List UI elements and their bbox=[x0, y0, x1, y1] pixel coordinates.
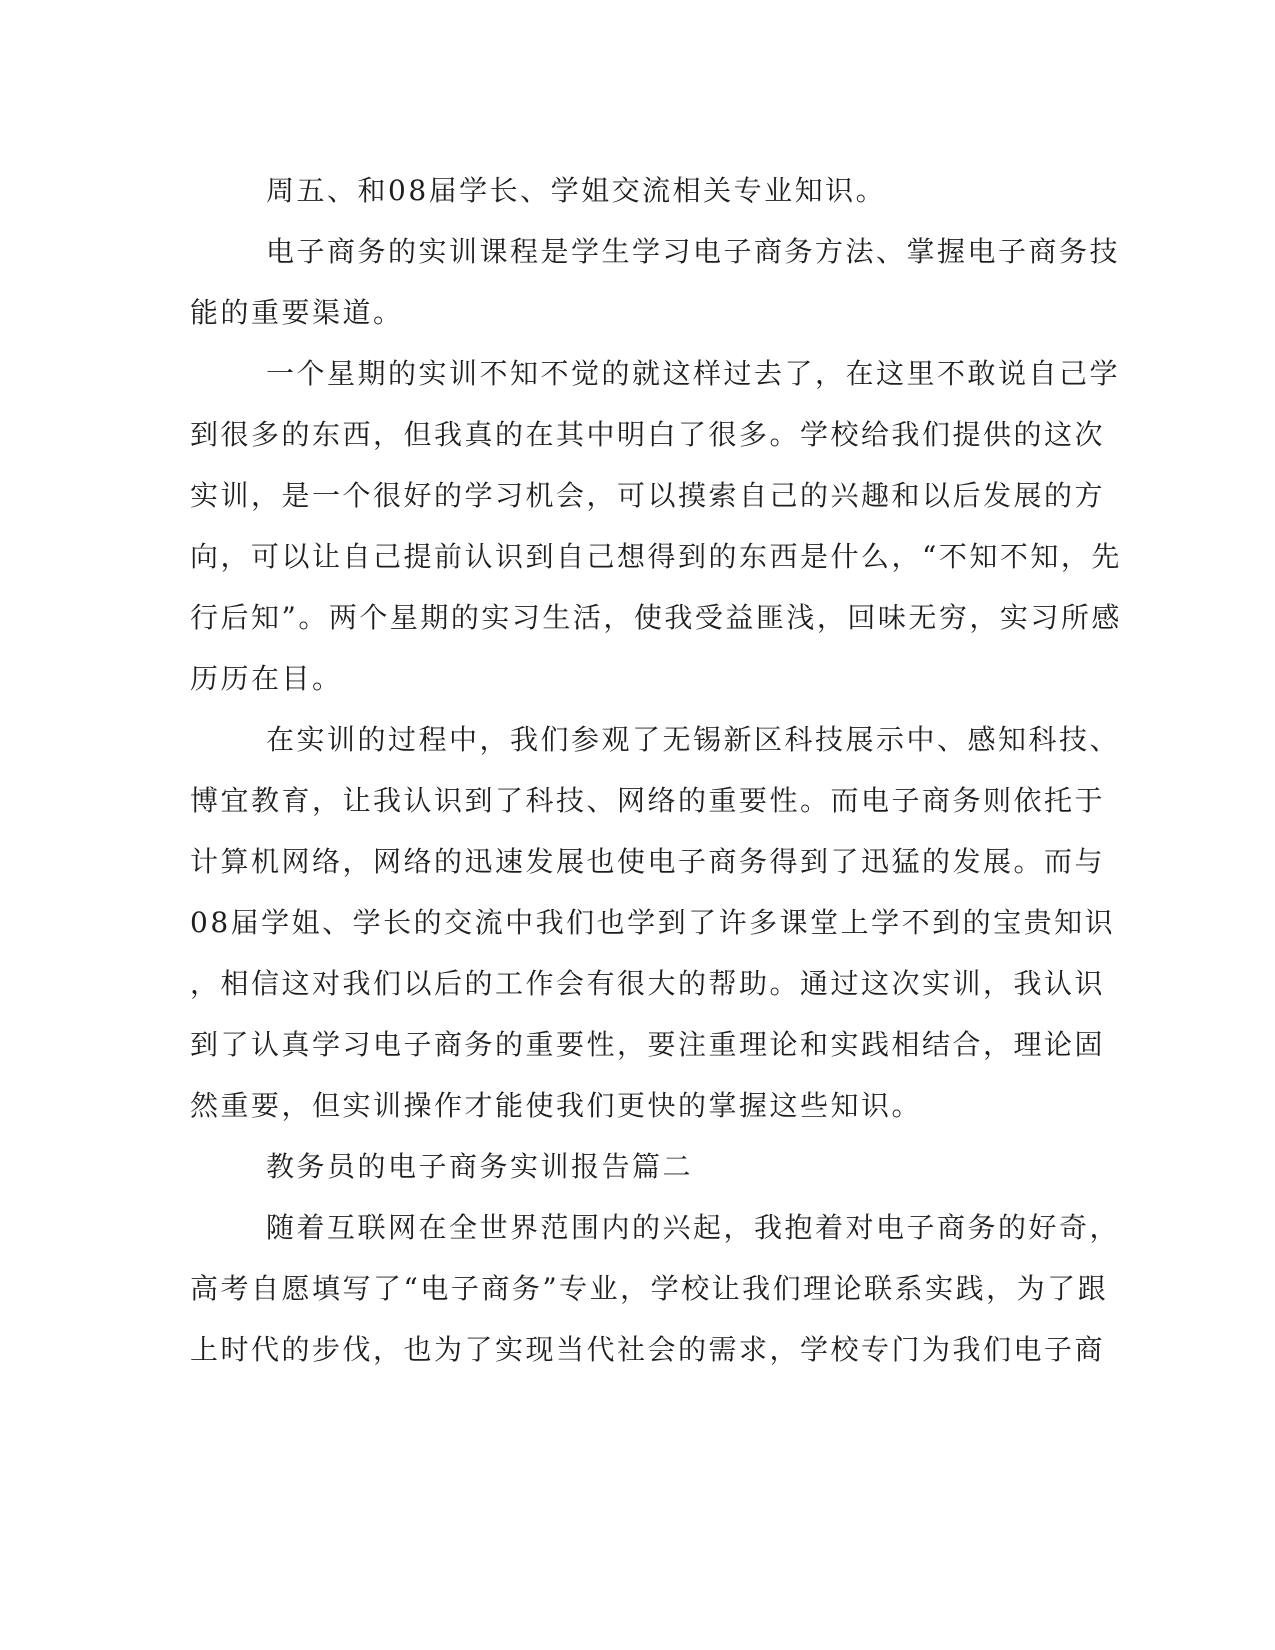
paragraph-friday-exchange bbox=[190, 160, 1090, 221]
text-line: 能的重要渠道。 bbox=[190, 296, 404, 329]
text-line: ，相信这对我们以后的工作会有很大的帮助。通过这次实训，我认识 bbox=[190, 967, 1106, 1000]
text-line: 博宜教育，让我认识到了科技、网络的重要性。而电子商务则依托于 bbox=[190, 784, 1106, 817]
text-line: 实训，是一个很好的学习机会，可以摸索自己的兴趣和以后发展的方 bbox=[190, 479, 1106, 512]
text-line: 上时代的步伐，也为了实现当代社会的需求，学校专门为我们电子商 bbox=[190, 1333, 1106, 1366]
text-line: 到很多的东西，但我真的在其中明白了很多。学校给我们提供的这次 bbox=[190, 418, 1106, 451]
text-line: 高考自愿填写了“电子商务”专业，学校让我们理论联系实践，为了跟 bbox=[190, 1272, 1109, 1305]
paragraph-one-week bbox=[190, 343, 1122, 709]
text-line: 在实训的过程中，我们参观了无锡新区科技展示中、感知科技、 bbox=[266, 723, 1121, 756]
text-line: 然重要，但实训操作才能使我们更快的掌握这些知识。 bbox=[190, 1089, 923, 1122]
paragraph-course-intro bbox=[190, 221, 1121, 343]
section-heading bbox=[190, 1136, 1090, 1197]
text-line: 一个星期的实训不知不觉的就这样过去了，在这里不敢说自己学 bbox=[266, 357, 1121, 390]
text-line: 历历在目。 bbox=[190, 662, 343, 695]
document-page bbox=[190, 160, 1122, 1380]
text-line: 向，可以让自己提前认识到自己想得到的东西是什么，“不知不知，先 bbox=[190, 540, 1122, 573]
text-line: 周五、和08届学长、学姐交流相关专业知识。 bbox=[266, 174, 887, 207]
text-line: 08届学姐、学长的交流中我们也学到了许多课堂上学不到的宝贵知识 bbox=[190, 906, 1116, 939]
paragraph-training-process bbox=[190, 709, 1121, 1136]
text-line: 计算机网络，网络的迅速发展也使电子商务得到了迅猛的发展。而与 bbox=[190, 845, 1106, 878]
text-line: 到了认真学习电子商务的重要性，要注重理论和实践相结合，理论固 bbox=[190, 1028, 1106, 1061]
text-line: 随着互联网在全世界范围内的兴起，我抱着对电子商务的好奇， bbox=[266, 1211, 1121, 1244]
text-line: 行后知”。两个星期的实习生活，使我受益匪浅，回味无穷，实习所感 bbox=[190, 601, 1122, 634]
text-line: 电子商务的实训课程是学生学习电子商务方法、掌握电子商务技 bbox=[266, 235, 1121, 268]
section-title: 教务员的电子商务实训报告篇二 bbox=[266, 1150, 694, 1183]
paragraph-internet-rise bbox=[190, 1197, 1121, 1380]
